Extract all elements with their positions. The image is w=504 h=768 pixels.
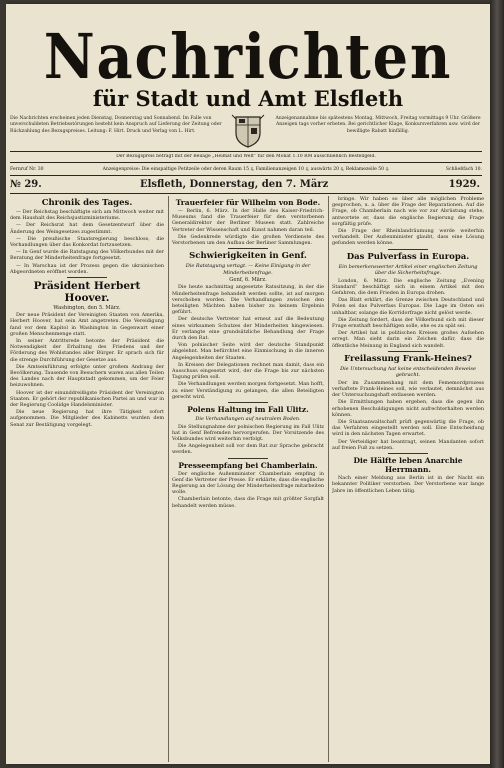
chronik-item: — In Warschau ist der Prozess gegen die ukrainischen Abgeordneten eröffnet worden. [10, 262, 164, 275]
column-1 [10, 196, 164, 762]
column-3 [332, 196, 484, 762]
pulverfass-subheading: Ein bemerkenswerter Artikel einer englischen Zeitung über die Sicherheitsfrage. [338, 263, 478, 277]
heines-subheading: Die Untersuchung hat keine entscheidenden Beweise gebracht. [340, 365, 476, 379]
ad-prices: Anzeigenpreise: Die einspaltige Petitzeile oder deren Raum 15 ₰, Familienanzeigen 10 ₰, auswärts 20 ₰, Reklamezeile 50 ₰. [102, 167, 390, 172]
separator [388, 351, 428, 352]
separator [228, 402, 268, 403]
ulitz-paragraph: Die Angelegenheit soll vor dem Rat zur Sprache gebracht werden. [172, 443, 324, 456]
hoover-paragraph: In seiner Antrittsrede betonte der Präsident die Notwendigkeit der Erhaltung des Friedens und der Förderung des Wohlstandes aller Bürger. Er sprach sich für die strenge Durchführung der Gesetze aus. [10, 338, 164, 363]
genf-heading: Schwierigkeiten in Genf. [189, 251, 307, 262]
postbox: Schließfach 10. [445, 167, 482, 172]
heines-heading: Freilassung Frank-Heines? [344, 353, 472, 364]
phone-number: Fernruf Nr. 30 [10, 167, 44, 172]
pulverfass-paragraph: London, 6. März. Die englische Zeitung „Evening Standard“ beschäftigt sich in einem Artikel mit den Gefahren, die dem Frieden in Europa drohen. [332, 277, 484, 297]
pulverfass-paragraph: Der Artikel hat in politischen Kreisen großes Aufsehen erregt. Man sieht darin ein Zeichen dafür, dass die öffentliche Meinung in England sich wandelt. [332, 330, 484, 349]
hoover-paragraph: Der neue Präsident der Vereinigten Staaten von Amerika, Herbert Hoover, hat sein Amt angetreten. Die Vereidigung fand vor dem Kapitol in Washington in Gegenwart einer großen Menschenmenge statt. [10, 312, 164, 337]
chamberlain-paragraph: Der englische Außenminister Chamberlain empfing in Genf die Vertreter der Presse. Er erklärte, dass die englische Regierung an der Lösung der Minderheitenfrage mitarbeiten wolle. [172, 470, 324, 496]
separator [228, 458, 268, 459]
issue-date: Elsfleth, Donnerstag, den 7. März [140, 179, 329, 190]
genf-dateline: Genf, 6. März. [229, 277, 267, 284]
chronik-item: — In Genf wurde die Ratstagung des Völkerbundes mit der Beratung der Minderheitenfrage fortgesetzt. [10, 249, 164, 262]
pulverfass-paragraph: Das Blatt erklärt, die Grenze zwischen Deutschland und Polen sei das Pulverfass Europas. Die Lage im Osten sei unhaltbar, solange die Korridorfrage nicht gelöst werde. [332, 297, 484, 316]
chamberlain-paragraph: Chamberlain betonte, dass die Frage mit größter Sorgfalt behandelt werden müsse. [172, 496, 324, 509]
heines-paragraph: Die Staatsanwaltschaft prüft gegenwärtig die Frage, ob das Verfahren eingestellt werden soll. Eine Entscheidung wird in den nächsten Tagen erwartet. [332, 419, 484, 438]
coat-of-arms-icon [228, 113, 268, 149]
genf-paragraph: Von polnischer Seite wird der deutsche Standpunkt abgelehnt. Man befürchtet eine Einmischung in die inneren Angelegenheiten der Staaten. [172, 342, 324, 361]
ulitz-heading: Polens Haltung im Fall Ulitz. [187, 405, 309, 415]
book-spine [490, 0, 504, 768]
hoover-dateline: Washington, den 5. März. [53, 305, 121, 312]
separator [388, 453, 428, 454]
newspaper-page [6, 4, 490, 764]
genf-paragraph: In Kreisen der Delegationen rechnet man damit, dass ein Ausschuss eingesetzt wird, der die Frage bis zur nächsten Tagung prüfen soll. [172, 361, 324, 381]
pulverfass-heading: Das Pulverfass in Europa. [346, 251, 470, 262]
continued-paragraph: Die Frage der Rheinlandräumung werde weiterhin verhandelt. Der Außenminister glaubt, dass eine Lösung gefunden werden könne. [332, 228, 484, 247]
separator [67, 277, 107, 278]
heines-paragraph: Der im Zusammenhang mit dem Fememordprozess verhaftete Frank-Heines soll, wie verlautet, demnächst aus der Untersuchungshaft entlassen werden. [332, 379, 484, 399]
issue-dateline [10, 178, 482, 192]
subscription-line: Der Bezugspreis beträgt mit der Beilage „Heimat und Welt“ für den Monat 1.10 RM ausschließlich Bestellgeld. [116, 154, 376, 159]
chronik-item: — Die preußische Staatsregierung beschloss, die Verhandlungen über das Konkordat fortzusetzen. [10, 235, 164, 249]
info-bar [10, 166, 482, 174]
advertising-note: Anzeigenannahme bis spätestens Montag, Mittwoch, Freitag vormittags 9 Uhr. Größere Anzeigen tags vorher erbeten. Bei gerichtlicher Klage, Konkursverfahren usw. wird der bewilligte Rabatt hinfällig. [275, 116, 481, 134]
genf-paragraph: Die heute nachmittag angesetzte Ratssitzung, in der die Minderheitenfrage behandelt werden sollte, ist auf morgen verschoben worden. Die Verhandlungen zwischen den beteiligten Mächten haben bisher zu keinem Ergebnis geführt. [172, 284, 324, 316]
hoover-paragraph: Die Amtseinführung erfolgte unter großem Andrang der Bevölkerung. Tausende von Besuchern waren aus allen Teilen des Landes nach der Hauptstadt gekommen, um der Feier beizuwohnen. [10, 363, 164, 389]
ulitz-subheading: Die Verhandlungen auf neutralem Boden. [195, 416, 301, 423]
hoover-paragraph: Hoover ist der einunddreißigste Präsident der Vereinigten Staaten. Er gehört der republikanischen Partei an und war in der Regierung Coolidge Handelsminister. [10, 389, 164, 409]
column-2 [172, 196, 324, 762]
publication-note: Die Nachrichten erscheinen jeden Dienstag, Donnerstag und Sonnabend. Im Falle von unverschuldeten Betriebsstörungen besteht kein Anspruch auf Lieferung der Zeitung oder Rückzahlung des Bezugspreises. Leitung: F. Hirt. Druck und Verlag von L. Hirt. [10, 116, 222, 134]
vode-paragraph: Die Gedenkrede würdigte die großen Verdienste des Verstorbenen um den Aufbau der Berliner Sammlungen. [172, 233, 324, 247]
column-divider [328, 196, 329, 762]
masthead-subtitle: für Stadt und Amt Elsfleth [92, 86, 404, 111]
divider [10, 162, 482, 163]
herrmann-heading: Die Hälfte leben Anarchie Herrmann. [353, 456, 463, 475]
hoover-heading: Präsident Herbert Hoover. [33, 280, 141, 305]
separator [228, 248, 268, 249]
divider [10, 175, 482, 176]
genf-paragraph: Der deutsche Vertreter hat erneut auf die Bedeutung eines wirksamen Schutzes der Minderheiten hingewiesen. Er verlangte eine grundsätzliche Behandlung der Frage durch den Rat. [172, 316, 324, 342]
vode-heading: Trauerfeier für Wilhelm von Bode. [175, 198, 321, 207]
hoover-paragraph: Die neue Regierung hat ihre Tätigkeit sofort aufgenommen. Die Mitglieder des Kabinetts wurden dem Senat zur Bestätigung vorgelegt. [10, 409, 164, 428]
continued-paragraph: bringe. Wir haben so über alle möglichen Probleme gesprochen, u. a. über die Frage der Reparationen. Auf die Frage, ob Chamberlain nach wie vor zur Abrüstung stehe, antwortete er, dass die englische Regierung die Frage sorgfältig prüfe. [332, 196, 484, 227]
genf-subheading: Die Ratstagung vertagt. — Keine Einigung in der Minderheitenfrage. [185, 263, 311, 276]
chronik-heading: Chronik des Tages. [41, 198, 133, 208]
herrmann-paragraph: Nach einer Meldung aus Berlin ist in der Nacht ein bekannter Politiker verstorben. Der Verstorbene war lange Jahre im öffentlichen Leben tätig. [332, 475, 484, 494]
ulitz-paragraph: Die Stellungnahme der polnischen Regierung im Fall Ulitz hat in Genf Befremden hervorgerufen. Der Vorsitzende des Volksbundes wird weiterhin verfolgt. [172, 423, 324, 442]
divider [10, 193, 482, 194]
chronik-item: — Der Reichstag beschäftigte sich am Mittwoch weiter mit dem Haushalt des Reichsjustizministeriums. [10, 209, 164, 222]
heines-paragraph: Der Verteidiger hat beantragt, seinen Mandanten sofort auf freien Fuß zu setzen. [332, 438, 484, 451]
heines-paragraph: Die Ermittlungen haben ergeben, dass die gegen ihn erhobenen Beschuldigungen nicht aufrechterhalten werden können. [332, 399, 484, 418]
pulverfass-paragraph: Die Zeitung fordert, dass der Völkerbund sich mit dieser Frage ernsthaft beschäftigen solle, ehe es zu spät sei. [332, 316, 484, 330]
chronik-item: — Der Reichsrat hat dem Gesetzentwurf über die Änderung des Weingesetzes zugestimmt. [10, 222, 164, 235]
column-divider [168, 196, 169, 762]
chamberlain-heading: Presseempfang bei Chamberlain. [178, 460, 318, 470]
issue-year: 1929. [448, 179, 480, 190]
issue-number: № 29. [10, 179, 42, 190]
divider [10, 151, 482, 152]
genf-paragraph: Die Verhandlungen werden morgen fortgesetzt. Man hofft, zu einer Verständigung zu gelangen, die allen Beteiligten gerecht wird. [172, 381, 324, 400]
masthead-title: Nachrichten [43, 20, 453, 93]
separator [388, 249, 428, 250]
vode-paragraph: — Berlin, 6. März. In der Halle des Kaiser-Friedrich-Museums fand die Trauerfeier für den verstorbenen Generaldirektor der Berliner Museen statt. Zahlreiche Vertreter der Wissenschaft und Kunst nahmen daran teil. [172, 208, 324, 233]
